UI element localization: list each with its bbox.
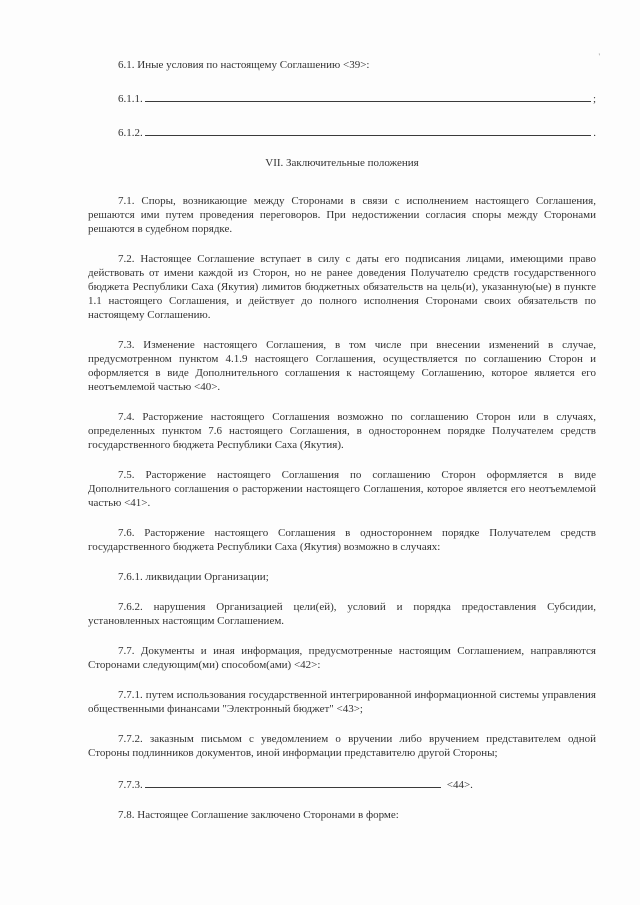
clause-6-1-1: [88, 90, 596, 106]
fill-blank: [145, 90, 591, 102]
clause-6-1-2: [88, 124, 596, 140]
section-heading: VII. Заключительные положения: [265, 157, 419, 169]
clause-7-6-2: 7.6.2. нарушения Организацией цели(ей), условий и порядка предоставления Субсидии, установленных настоящим Соглашением.: [88, 601, 596, 627]
clause-6-1-text: 6.1. Иные условия по настоящему Соглашению <39>:: [118, 59, 370, 71]
clause-7-7-3-label: 7.7.3.: [118, 779, 143, 791]
clause-7-2: 7.2. Настоящее Соглашение вступает в силу с даты его подписания лицами, имеющими право действовать от имени каждой из Сторон, но не ранее доведения Получателю средств государственного бюджета Республики Саха (Якутия) лимитов бюджетных обязательств на цель(и), указанную(ые) в пункте 1.1 настоящего Соглашения, и действует до полного исполнения Сторонами своих обязательств по настоящему Соглашению.: [88, 253, 596, 321]
clause-7-7-3-end: <44>.: [446, 779, 473, 791]
clause-6-1-2-end: .: [593, 127, 596, 139]
clause-7-7: 7.7. Документы и иная информация, предусмотренные настоящим Соглашением, направляются Сторонами следующим(ми) способом(ами) <42>:: [88, 645, 596, 671]
clause-6-1-1-label: 6.1.1.: [118, 93, 143, 105]
fill-blank: [145, 776, 441, 788]
clause-7-7-1: 7.7.1. путем использования государственной интегрированной информационной системы управления общественными финансами "Электронный бюджет" <43>;: [88, 689, 596, 715]
clause-7-6: 7.6. Расторжение настоящего Соглашения в одностороннем порядке Получателем средств государственного бюджета Республики Саха (Якутия) возможно в случаях:: [88, 527, 596, 553]
clause-7-3: 7.3. Изменение настоящего Соглашения, в том числе при внесении изменений в случае, предусмотренном пунктом 4.1.9 настоящего Соглашения, осуществляется по соглашению Сторон и оформляется в виде Дополнительного соглашения к настоящему Соглашению, которое является его неотъемлемой частью <40>.: [88, 339, 596, 393]
document-body: [88, 58, 596, 838]
clause-7-6-1: 7.6.1. ликвидации Организации;: [118, 571, 269, 583]
clause-6-1-1-end: ;: [592, 93, 596, 105]
clause-6-1-2-label: 6.1.2.: [118, 127, 143, 139]
clause-7-1: 7.1. Споры, возникающие между Сторонами в связи с исполнением настоящего Соглашения, решаются ими путем проведения переговоров. При недостижении согласия споры между Сторонами решаются в судебном порядке.: [88, 195, 596, 235]
scan-mark: ': [598, 52, 600, 61]
clause-6-1: [88, 58, 596, 72]
clause-7-4: 7.4. Расторжение настоящего Соглашения возможно по соглашению Сторон или в случаях, определенных пунктом 7.6 настоящего Соглашения, в одностороннем порядке Получателем средств государственного бюджета Республики Саха (Якутия).: [88, 411, 596, 451]
clause-7-5: 7.5. Расторжение настоящего Соглашения по соглашению Сторон оформляется в виде Дополнительного соглашения о расторжении настоящего Соглашения, которое является его неотъемлемой частью <41>.: [88, 469, 596, 509]
fill-blank: [145, 124, 592, 136]
clause-7-7-3: [88, 776, 596, 792]
clause-7-7-2: 7.7.2. заказным письмом с уведомлением о вручении либо вручением представителем одной Стороны подлинников документов, иной информации представителю другой Стороны;: [88, 733, 596, 759]
clause-7-8: 7.8. Настоящее Соглашение заключено Сторонами в форме:: [118, 809, 399, 821]
